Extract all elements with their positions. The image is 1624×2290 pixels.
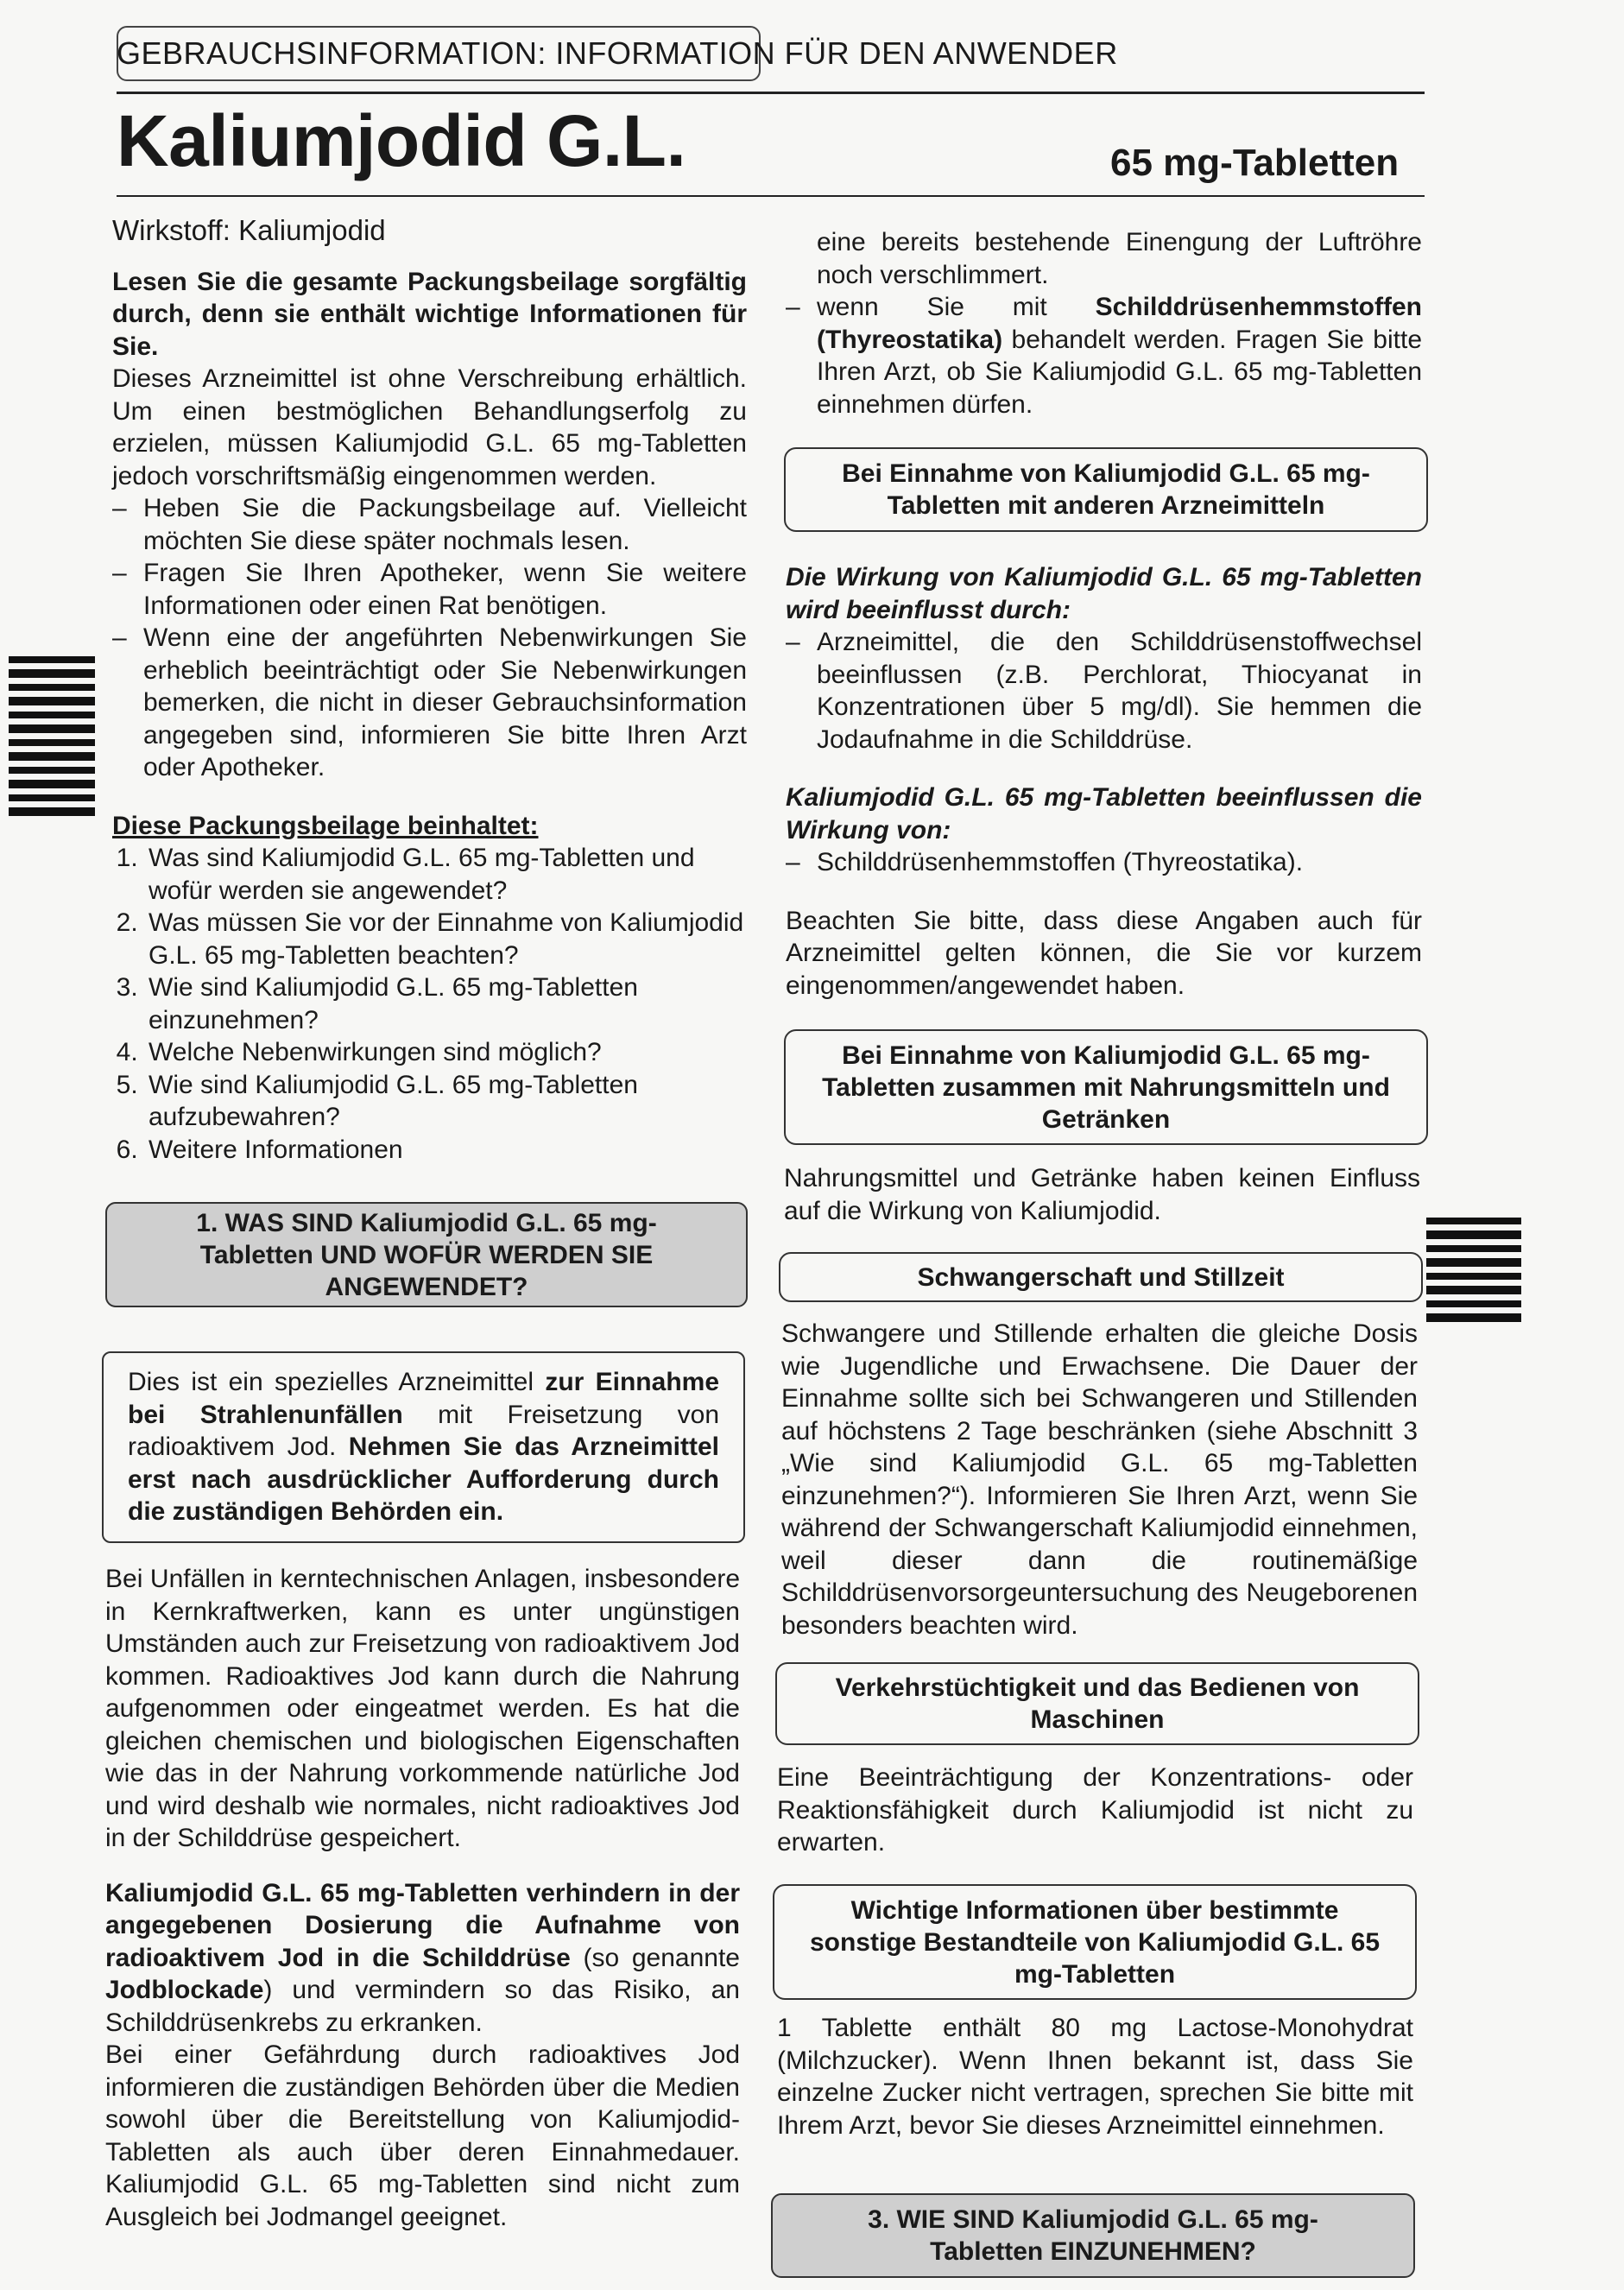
box-pregnancy: Schwangerschaft und Stillzeit: [779, 1252, 1423, 1302]
continued-text: eine bereits bestehende Einengung der Luftröhre noch verschlimmert.: [817, 228, 1422, 289]
header-top-line: GEBRAUCHSINFORMATION: INFORMATION FÜR DEN ANWENDER: [117, 35, 1118, 71]
contents-heading: Diese Packungsbeilage beinhaltet:: [112, 811, 539, 840]
right-top: [786, 226, 1422, 421]
section1-para3: Bei einer Gefährdung durch radioaktives Jod informieren die zuständigen Behörden über die Medien sowohl über die Bereitstellung von Kaliumjodid-Tabletten als auch über deren Einnahmedauer. Kaliumjodid G.L. 65 mg-Tabletten sind nicht zum Ausgleich bei Jodmangel geeignet.: [105, 2040, 740, 2231]
section1-para2: Kaliumjodid G.L. 65 mg-Tabletten verhindern in der angegebenen Dosierung die Aufnahme von radioaktivem Jod in die Schilddrüse (so genannte Jodblockade) und vermindern so das Risiko, an Schilddrüsenkrebs zu erkranken.: [105, 1878, 740, 2037]
box-section3: 3. WIE SIND Kaliumjodid G.L. 65 mg-Tabletten EINZUNEHMEN?: [771, 2193, 1415, 2278]
contents-list: [112, 842, 747, 1166]
section1-para1: Bei Unfällen in kerntechnischen Anlagen, insbesondere in Kernkraftwerken, kann es unter ungünstigen Umständen auch zur Freisetzung von radioaktivem Jod kommen. Radioaktives Jod kann durch die Nahrung aufgenommen oder eingeatmet werden. Es hat die gleichen chemischen und biologischen Eigenschaften wie das in der Nahrung vorkommende natürliche Jod und wird deshalb wie normales, nicht radioaktives Jod in der Schilddrüse gespeichert.: [105, 1565, 740, 1852]
effect-list: [786, 626, 1422, 756]
margin-bars-right: [1426, 1218, 1521, 1328]
list-item: 6. Weitere Informationen: [145, 1134, 747, 1167]
list-item: – Schilddrüsenhemmstoffen (Thyreostatika).: [786, 846, 1422, 879]
intro-paragraph: Dieses Arzneimittel ist ohne Verschreibung erhältlich. Um einen bestmöglichen Behandlungserfolg zu erzielen, müssen Kaliumjodid G.L. 65 mg-Tabletten jedoch vorschriftsmäßig eingenommen werden.: [112, 364, 747, 490]
product-subtitle: 65 mg-Tabletten: [1110, 142, 1400, 184]
list-item: 1. Was sind Kaliumjodid G.L. 65 mg-Tabletten und wofür werden sie angewendet?: [145, 842, 747, 907]
product-title: Kaliumjodid G.L.: [117, 100, 686, 181]
header-rule: [117, 92, 1425, 94]
list-item: 5. Wie sind Kaliumjodid G.L. 65 mg-Tabletten aufzubewahren?: [145, 1069, 747, 1134]
list-item: – Arzneimittel, die den Schilddrüsenstoffwechsel beeinflussen (z.B. Perchlorat, Thiocyanat in Konzentrationen über 5 mg/dl). Sie hemmen die Jodaufnahme in die Schilddrüse.: [786, 626, 1422, 756]
right-interactions: [786, 561, 1422, 1002]
box-interactions: Bei Einnahme von Kaliumjodid G.L. 65 mg-Tabletten mit anderen Arzneimitteln: [784, 447, 1428, 532]
pregnancy-text: Schwangere und Stillende erhalten die gleiche Dosis wie Jugendliche und Erwachsene. Die Dauer der Einnahme sollte sich bei Schwangeren und Stillenden auf höchstens 2 Tage beschränken (siehe Abschnitt 3 „Wie sind Kaliumjodid G.L. 65 mg-Tabletten einzunehmen?“). Informieren Sie Ihren Arzt, wenn Sie während der Schwangerschaft Kaliumjodid einnehmen, weil dieser dann die routinemäßige Schilddrüsenvorsorgeuntersuchung des Neugeborenen besonders beachten wird.: [781, 1319, 1418, 1640]
effect-heading: Die Wirkung von Kaliumjodid G.L. 65 mg-Tabletten wird beeinflusst durch:: [786, 563, 1422, 624]
intro-bold-lead: Lesen Sie die gesamte Packungsbeilage sorgfältig durch, denn sie enthält wichtige Informationen für Sie.: [112, 267, 747, 361]
header-rule-bottom: [117, 195, 1425, 197]
list-item: 4. Welche Nebenwirkungen sind möglich?: [145, 1036, 747, 1069]
section1-heading: 1. WAS SIND Kaliumjodid G.L. 65 mg-Tabletten UND WOFÜR WERDEN SIE ANGEWENDET?: [196, 1208, 657, 1301]
list-item: 3. Wie sind Kaliumjodid G.L. 65 mg-Tabletten einzunehmen?: [145, 971, 747, 1036]
left-column: [112, 214, 747, 1166]
section1-body: [105, 1563, 740, 2233]
influence-heading: Kaliumjodid G.L. 65 mg-Tabletten beeinflussen die Wirkung von:: [786, 783, 1422, 845]
notice-box: [102, 1351, 745, 1543]
thyreostatika-bullet: [786, 291, 1422, 421]
food-text: Nahrungsmittel und Getränke haben keinen Einfluss auf die Wirkung von Kaliumjodid.: [784, 1164, 1420, 1225]
driving-text: Eine Beeinträchtigung der Konzentrations- oder Reaktionsfähigkeit durch Kaliumjodid ist nicht zu erwarten.: [777, 1763, 1413, 1857]
box-driving: Verkehrstüchtigkeit und das Bedienen von Maschinen: [775, 1662, 1419, 1745]
list-item: – Fragen Sie Ihren Apotheker, wenn Sie weitere Informationen oder einen Rat benötigen.: [112, 557, 747, 622]
notice-text: Dies ist ein spezielles Arzneimittel zur Einnahme bei Strahlenunfällen mit Freisetzung von radioaktivem Jod. Nehmen Sie das Arzneimittel erst nach ausdrücklicher Aufforderung durch die zuständigen Behörden ein.: [128, 1368, 720, 1527]
box-food: Bei Einnahme von Kaliumjodid G.L. 65 mg-Tabletten zusammen mit Nahrungsmitteln und Getränken: [784, 1029, 1428, 1145]
list-item: – Wenn eine der angeführten Nebenwirkungen Sie erheblich beeinträchtigt oder Sie Nebenwirkungen bemerken, die nicht in dieser Gebrauchsinformation angegeben sind, informieren Sie bitte Ihren Arzt oder Apotheker.: [112, 622, 747, 784]
list-item: 2. Was müssen Sie vor der Einnahme von Kaliumjodid G.L. 65 mg-Tabletten beachten?: [145, 907, 747, 971]
margin-bars-left: [9, 656, 95, 822]
section1-heading-box: [105, 1202, 748, 1307]
box-ingredients: Wichtige Informationen über bestimmte sonstige Bestandteile von Kaliumjodid G.L. 65 mg-Tabletten: [773, 1884, 1417, 2000]
note-text: Beachten Sie bitte, dass diese Angaben auch für Arzneimittel gelten können, die Sie vor kurzem eingenommen/angewendet haben.: [786, 906, 1422, 1000]
active-ingredient: Wirkstoff: Kaliumjodid: [112, 214, 386, 246]
list-item: – Heben Sie die Packungsbeilage auf. Vielleicht möchten Sie diese später nochmals lesen.: [112, 492, 747, 557]
intro-bullets: [112, 492, 747, 784]
ingredients-text: 1 Tablette enthält 80 mg Lactose-Monohydrat (Milchzucker). Wenn Ihnen bekannt ist, dass Sie einzelne Zucker nicht vertragen, sprechen Sie bitte mit Ihrem Arzt, bevor Sie dieses Arzneimittel einnehmen.: [777, 2014, 1413, 2140]
influence-list: [786, 846, 1422, 879]
list-item: – wenn Sie mit Schilddrüsenhemmstoffen (Thyreostatika) behandelt werden. Fragen Sie bitte Ihren Arzt, ob Sie Kaliumjodid G.L. 65 mg-Tabletten einnehmen dürfen.: [786, 291, 1422, 421]
